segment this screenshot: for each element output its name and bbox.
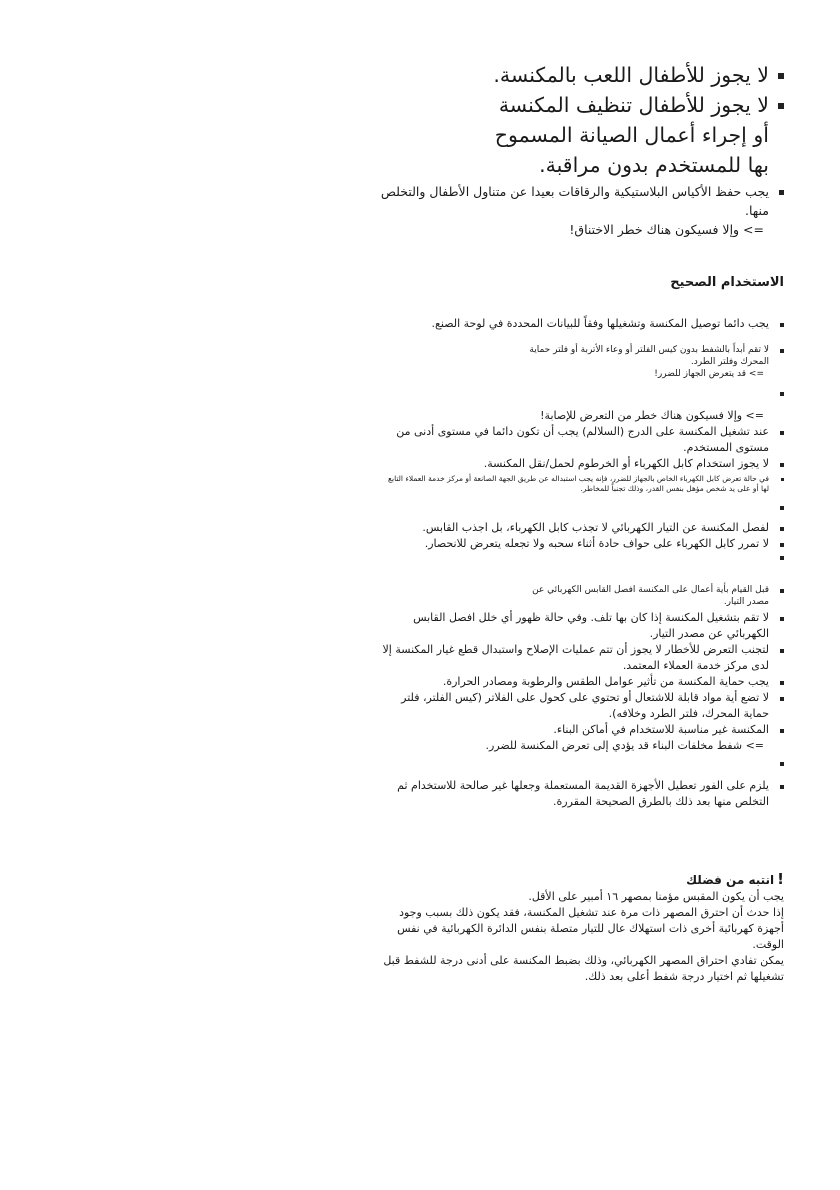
correct-use-list (380, 316, 784, 810)
list-item: عند تشغيل المكنسة على الدرج (السلالم) يجب أن تكون دائما في مستوى أدنى من مستوى المستخدم. (380, 424, 784, 456)
warning-paragraph: يجب أن يكون المقبس مؤمنا بمصهر ١٦ أمبير على الأقل. (528, 890, 784, 903)
plastic-bags-warning: يجب حفظ الأكياس البلاستيكية والرقاقات بعيدا عن متناول الأطفال والتخلص منها. (380, 182, 784, 220)
list-item: يجب حماية المكنسة من تأثير عوامل الطقس والرطوبة ومصادر الحرارة. (380, 674, 784, 690)
list-item: المكنسة غير مناسبة للاستخدام في أماكن البناء. (380, 722, 784, 738)
warning-title: !انتبه من فضلك (686, 870, 784, 888)
correct-use-heading: الاستخدام الصحيح (670, 275, 784, 290)
list-item: لا يجوز استخدام كابل الكهرباء أو الخرطوم لحمل/نقل المكنسة. (380, 456, 784, 472)
list-item-empty (380, 758, 784, 770)
list-item: لا تقم بتشغيل المكنسة إذا كان بها تلف. وفي حالة ظهور أي خلل افصل القابس الكهربائي عن مصدر التيار. (380, 610, 784, 642)
children-play-warning: لا يجوز للأطفال اللعب بالمكنسة. (380, 60, 784, 90)
list-item: لفصل المكنسة عن التيار الكهربائي لا تجذب كابل الكهرباء، بل اجذب القابس. (380, 520, 784, 536)
list-item: يلزم على الفور تعطيل الأجهزة القديمة المستعملة وجعلها غير صالحة للاستخدام ثم التخلص منها بعد ذلك بالطرق الصحيحة المقررة. (380, 778, 784, 810)
list-item-empty (380, 552, 784, 564)
list-item: لا تقم أبداً بالشفط بدون كيس الفلتر أو وعاء الأتربة أو فلتر حماية المحرك وفلتر الطرد. (509, 344, 784, 368)
warning-paragraph: يمكن تفادي احتراق المصهر الكهربائي، وذلك بضبط المكنسة على أدنى درجة للشفط قبل تشغيلها ثم اختيار درجة شفط أعلى بعد ذلك. (383, 954, 784, 983)
children-cleaning-warning: لا يجوز للأطفال تنظيف المكنسة أو إجراء أعمال الصيانة المسموح بها للمستخدم بدون مراقبة. (479, 90, 784, 180)
list-item: لا تمرر كابل الكهرباء على حواف حادة أثناء سحبه ولا تجعله يتعرض للانحصار. (380, 536, 784, 552)
list-item-empty (380, 502, 784, 514)
safety-notes-column (380, 60, 784, 239)
suffocation-note: => وإلا فسيكون هناك خطر الاختناق! (569, 222, 764, 237)
injury-note: => وإلا فسيكون هناك خطر من التعرض للإصابة! (540, 409, 764, 422)
list-item: في حالة تعرض كابل الكهرباء الخاص بالجهاز للضرر، فإنه يجب استبداله عن طريق الجهة الصانعة أو مركز خدمة العملاء التابع لها أو على يد شخص مؤهل بنفس القدر، وذلك تجنباً للمخاطر. (380, 474, 784, 494)
exclamation-icon: ! (777, 870, 784, 888)
warning-box (380, 870, 784, 985)
list-item: يجب دائما توصيل المكنسة وتشغيلها وفقاً للبيانات المحددة في لوحة الصنع. (380, 316, 784, 332)
list-item: لتجنب التعرض للأخطار لا يجوز أن تتم عمليات الإصلاح واستبدال قطع غيار المكنسة إلا لدى مركز خدمة العملاء المعتمد. (380, 642, 784, 674)
construction-damage-note: => شفط مخلفات البناء قد يؤدي إلى تعرض المكنسة للضرر. (485, 739, 764, 752)
warning-paragraph: إذا حدث أن احترق المصهر ذات مرة عند تشغيل المكنسة، فقد يكون ذلك بسبب وجود أجهزة كهربائية أخرى ذات استهلاك عال للتيار متصلة بنفس الدائرة الكهربائية في نفس الوقت. (397, 906, 784, 951)
device-damage-note: => قد يتعرض الجهاز للضرر! (654, 369, 764, 379)
list-item-empty (380, 388, 784, 400)
list-item: قبل القيام بأية أعمال على المكنسة افصل القابس الكهربائي عن مصدر التيار. (529, 584, 784, 608)
list-item: لا تضع أية مواد قابلة للاشتعال أو تحتوي على كحول على الفلاتر (كيس الفلتر، فلتر حماية المحرك، فلتر الطرد وخلافه). (380, 690, 784, 722)
